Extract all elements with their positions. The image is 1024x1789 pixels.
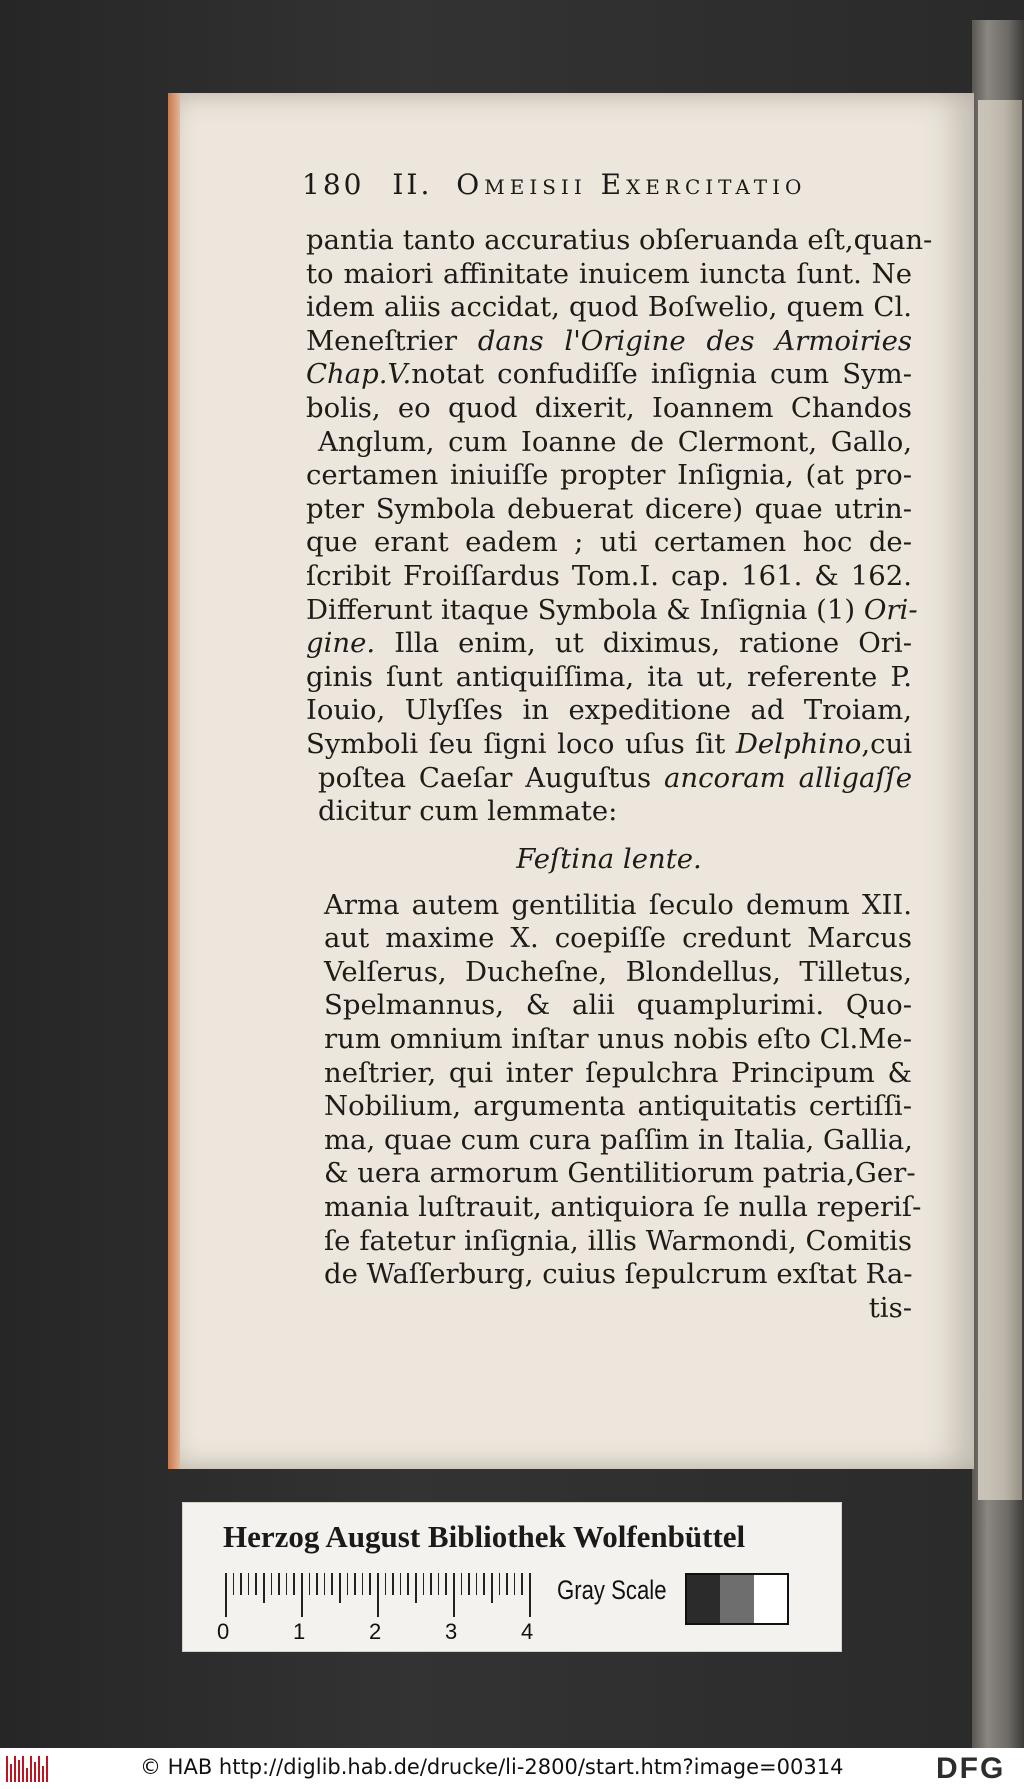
text-line: Spelmannus, & alii quamplurimi. Quo- bbox=[324, 989, 912, 1022]
text-line: mania luſtrauit, antiquiora ſe nulla reperiſ- bbox=[324, 1191, 922, 1224]
ruler-tick bbox=[415, 1573, 417, 1603]
ruler-tick bbox=[453, 1573, 455, 1617]
ruler-tick bbox=[476, 1573, 478, 1595]
text-line: gine. Illa enim, ut diximus, ratione Ori- bbox=[306, 627, 912, 660]
ruler-tick bbox=[461, 1573, 463, 1595]
barcode-bar bbox=[38, 1756, 40, 1782]
motto: Feſtina lente. bbox=[516, 842, 702, 875]
body-text bbox=[306, 224, 933, 1325]
ruler-tick bbox=[347, 1573, 349, 1595]
running-head bbox=[302, 168, 862, 208]
ruler-tick bbox=[385, 1573, 387, 1595]
ruler-tick bbox=[468, 1573, 470, 1595]
swatch-light bbox=[754, 1575, 787, 1623]
ruler-tick bbox=[362, 1573, 364, 1595]
ruler-tick bbox=[354, 1573, 356, 1595]
ruler-number: 4 bbox=[521, 1619, 534, 1644]
swatch-dark bbox=[687, 1575, 720, 1623]
ruler-tick bbox=[331, 1573, 333, 1595]
ruler-tick bbox=[423, 1573, 425, 1595]
ruler-tick bbox=[339, 1573, 341, 1603]
text-line: aut maxime X. coepiſſe credunt Marcus bbox=[324, 922, 912, 955]
ruler-number: 2 bbox=[369, 1619, 382, 1644]
text-line: Chap.V.notat confudiſſe inſignia cum Sym- bbox=[306, 358, 912, 391]
ruler-number: 3 bbox=[445, 1619, 458, 1644]
text-line: poſtea Caeſar Auguſtus ancoram alligaſſe bbox=[318, 761, 912, 794]
text-line: certamen iniuiſſe propter Inſignia, (at pro- bbox=[306, 459, 912, 492]
page-gilt-edge bbox=[168, 93, 180, 1469]
barcode-bar bbox=[42, 1766, 44, 1782]
footer-bar bbox=[0, 1748, 1024, 1789]
ruler-number: 1 bbox=[293, 1619, 306, 1644]
ruler-tick bbox=[521, 1573, 523, 1595]
ruler-tick bbox=[529, 1573, 531, 1617]
ruler-tick bbox=[499, 1573, 501, 1595]
ruler-tick bbox=[309, 1573, 311, 1595]
text-line: ſe fatetur inſignia, illis Warmondi, Comitis bbox=[324, 1224, 912, 1257]
dfg-logo: DFG bbox=[936, 1752, 1006, 1785]
ruler-tick bbox=[514, 1573, 516, 1595]
page-number: 180 bbox=[302, 168, 365, 201]
ruler-number: 0 bbox=[217, 1619, 230, 1644]
barcode-bar bbox=[22, 1756, 24, 1782]
barcode-bar bbox=[10, 1764, 12, 1782]
facing-page-edge bbox=[972, 20, 1024, 1748]
text-line: Meneſtrier dans l'Origine des Armoiries bbox=[306, 324, 913, 357]
text-line: bolis, eo quod dixerit, Ioannem Chandos bbox=[306, 391, 912, 424]
hab-barcode-logo bbox=[6, 1756, 48, 1782]
ruler-tick bbox=[407, 1573, 409, 1595]
ruler-tick bbox=[430, 1573, 432, 1595]
ruler-tick bbox=[400, 1573, 402, 1595]
text-line: & uera armorum Gentilitiorum patria,Ger- bbox=[324, 1157, 916, 1190]
text-line: pantia tanto accuratius obſeruanda eſt,quan- bbox=[306, 224, 933, 256]
ruler-tick bbox=[316, 1573, 318, 1595]
ruler-tick bbox=[286, 1573, 288, 1595]
ruler-tick bbox=[225, 1573, 227, 1617]
ruler-tick bbox=[506, 1573, 508, 1595]
ruler-tick bbox=[255, 1573, 257, 1595]
barcode-bar bbox=[18, 1760, 20, 1782]
text-line: rum omnium inſtar unus nobis eſto Cl.Me- bbox=[324, 1023, 912, 1056]
ruler-tick bbox=[271, 1573, 273, 1595]
text-line: ſcribit Froiſſardus Tom.I. cap. 161. & 162. bbox=[306, 559, 912, 592]
text-line: neſtrier, qui inter ſepulchra Principum & bbox=[324, 1056, 912, 1089]
ruler-tick bbox=[240, 1573, 242, 1595]
ruler-tick bbox=[392, 1573, 394, 1595]
ruler-tick bbox=[263, 1573, 265, 1603]
text-line: Arma autem gentilitia ſeculo demum XII. bbox=[324, 888, 912, 921]
barcode-bar bbox=[26, 1768, 28, 1782]
text-line: Differunt itaque Symbola & Inſignia (1) Ori- bbox=[306, 593, 918, 626]
ruler-tick bbox=[445, 1573, 447, 1595]
scale-ruler bbox=[225, 1573, 525, 1617]
swatch-mid bbox=[720, 1575, 753, 1623]
ruler-tick bbox=[377, 1573, 379, 1617]
text-line: pter Symbola debuerat dicere) quae utrin- bbox=[306, 492, 912, 525]
ruler-tick bbox=[293, 1573, 295, 1595]
barcode-bar bbox=[46, 1756, 48, 1782]
barcode-bar bbox=[14, 1756, 16, 1782]
color-calibration-card bbox=[182, 1502, 842, 1652]
text-line: Symboli ſeu ſigni loco uſus ſit Delphino,cui bbox=[306, 727, 912, 760]
library-name: Herzog August Bibliothek Wolfenbüttel bbox=[223, 1519, 746, 1554]
text-line: Anglum, cum Ioanne de Clermont, Gallo, bbox=[318, 425, 912, 458]
catchword: tis- bbox=[868, 1291, 912, 1324]
text-line: de Waſſerburg, cuius ſepulcrum exſtat Ra- bbox=[324, 1258, 913, 1291]
text-line: Iouio, Ulyſſes in expeditione ad Troiam, bbox=[306, 694, 912, 727]
text-line: Nobilium, argumenta antiquitatis certiſſi- bbox=[324, 1090, 912, 1123]
gray-swatches bbox=[685, 1573, 789, 1625]
gray-scale-label: Gray Scale bbox=[557, 1575, 667, 1605]
facing-page-paper bbox=[978, 100, 1022, 1500]
ruler-tick bbox=[491, 1573, 493, 1603]
ruler-tick bbox=[438, 1573, 440, 1595]
text-line: to maiori affinitate inuicem iuncta ſunt. Ne bbox=[306, 257, 912, 290]
footer-credit: © HAB http://diglib.hab.de/drucke/li-2800/start.htm?image=00314 bbox=[140, 1755, 844, 1779]
text-line: dicitur cum lemmate: bbox=[318, 795, 618, 828]
ruler-tick bbox=[233, 1573, 235, 1595]
text-line: idem aliis accidat, quod Boſwelio, quem Cl. bbox=[306, 291, 912, 324]
ruler-tick bbox=[369, 1573, 371, 1595]
text-line: Velſerus, Ducheſne, Blondellus, Tilletus, bbox=[324, 955, 912, 988]
text-line: ginis ſunt antiquiſſima, ita ut, referente P. bbox=[306, 660, 912, 693]
ruler-tick bbox=[324, 1573, 326, 1595]
ruler-tick bbox=[248, 1573, 250, 1595]
section-number: II. bbox=[392, 168, 433, 201]
barcode-bar bbox=[30, 1756, 32, 1782]
barcode-bar bbox=[6, 1756, 8, 1782]
running-title: Omeisii Exercitatio bbox=[456, 168, 807, 201]
barcode-bar bbox=[34, 1762, 36, 1782]
ruler-tick bbox=[301, 1573, 303, 1617]
ruler-tick bbox=[483, 1573, 485, 1595]
text-line: que erant eadem ; uti certamen hoc de- bbox=[306, 526, 912, 559]
text-line: ma, quae cum cura paſſim in Italia, Gallia, bbox=[324, 1123, 913, 1156]
ruler-tick bbox=[278, 1573, 280, 1595]
